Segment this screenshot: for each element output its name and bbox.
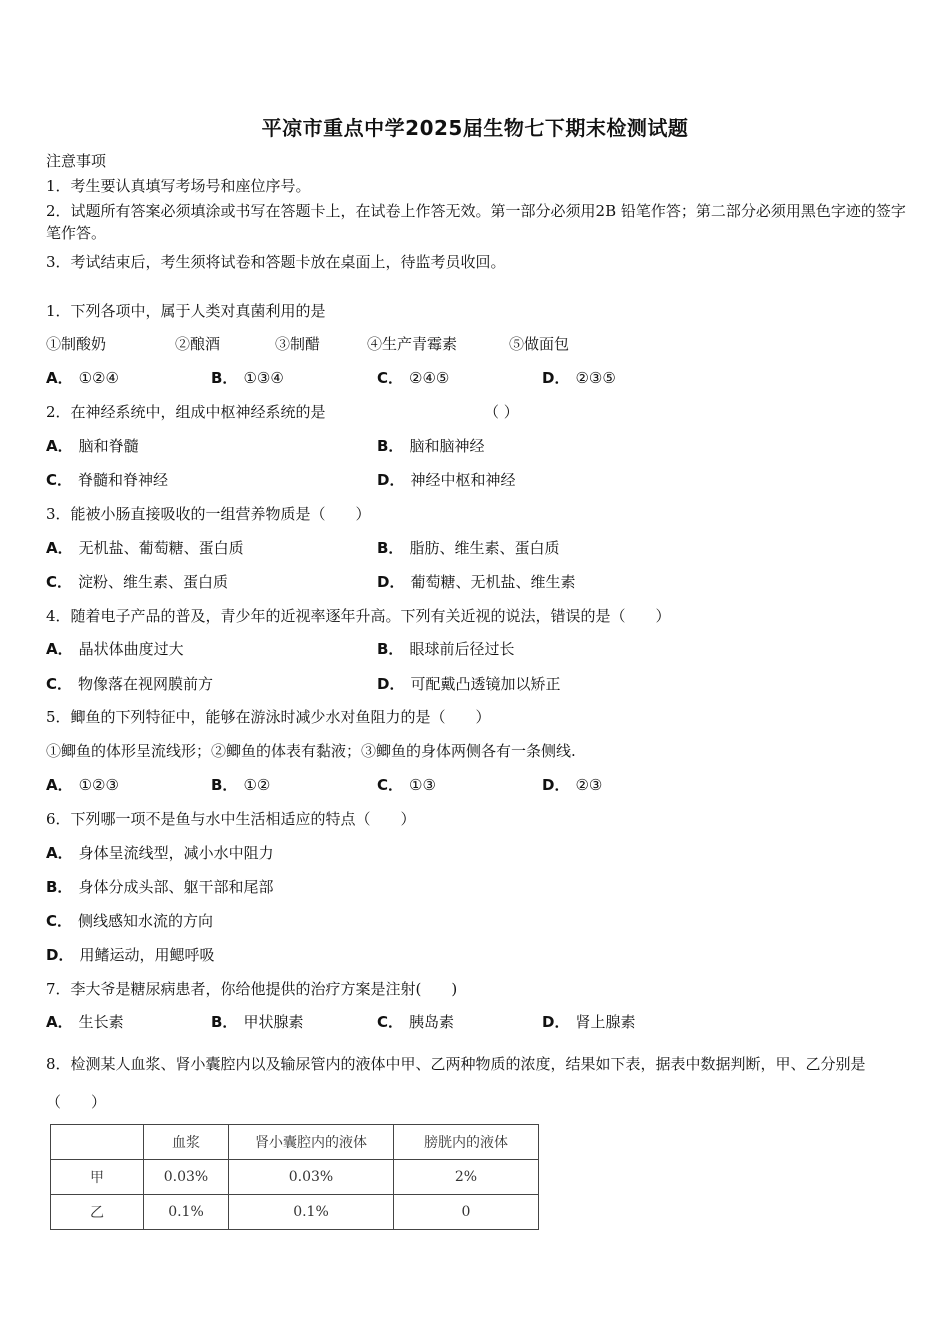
question-item: ④生产青霉素 <box>367 335 458 353</box>
notice-item: 3．考试结束后，考生须将试卷和答题卡放在桌面上，待监考员收回。 <box>46 253 506 271</box>
option-text: 侧线感知水流的方向 <box>78 912 214 930</box>
question-stem: 4．随着电子产品的普及，青少年的近视率逐年升高。下列有关近视的说法，错误的是（ ） <box>46 607 671 625</box>
option-b[interactable] <box>211 774 270 796</box>
option-a[interactable] <box>46 1011 124 1033</box>
option-d[interactable] <box>542 774 602 796</box>
option-text: 神经中枢和神经 <box>410 471 516 489</box>
option-b[interactable] <box>211 367 284 389</box>
option-d[interactable] <box>377 673 560 695</box>
option-text: 身体呈流线型，减小水中阻力 <box>78 844 274 862</box>
option-c[interactable] <box>377 774 436 796</box>
option-key: C． <box>377 369 404 387</box>
option-key: C． <box>46 471 73 489</box>
option-key: D． <box>542 776 570 794</box>
table-header-cell: 血浆 <box>144 1125 229 1160</box>
option-text: 无机盐、葡萄糖、蛋白质 <box>78 539 244 557</box>
question-stem: 1．下列各项中，属于人类对真菌利用的是 <box>46 302 326 320</box>
option-key: C． <box>377 1013 404 1031</box>
option-key: C． <box>46 675 73 693</box>
option-text: 脂肪、维生素、蛋白质 <box>409 539 560 557</box>
option-b[interactable] <box>46 876 273 898</box>
option-a[interactable] <box>46 367 119 389</box>
option-key: D． <box>377 675 405 693</box>
table-row <box>51 1160 539 1195</box>
table-cell: 0 <box>394 1195 539 1230</box>
option-key: B． <box>377 539 404 557</box>
option-c[interactable] <box>46 910 213 932</box>
option-text: 葡萄糖、无机盐、维生素 <box>410 573 576 591</box>
option-key: C． <box>377 776 404 794</box>
option-text: 晶状体曲度过大 <box>78 640 184 658</box>
table-row <box>51 1195 539 1230</box>
option-text: ①③ <box>409 776 436 794</box>
option-text: ①②④ <box>78 369 119 387</box>
option-key: B． <box>46 878 73 896</box>
option-a[interactable] <box>46 638 184 660</box>
option-key: B． <box>377 640 404 658</box>
option-d[interactable] <box>542 1011 635 1033</box>
table-cell: 2% <box>394 1160 539 1195</box>
option-key: A． <box>46 369 73 387</box>
question-item: ⑤做面包 <box>509 335 570 353</box>
option-text: 淀粉、维生素、蛋白质 <box>78 573 229 591</box>
question-stem: 3．能被小肠直接吸收的一组营养物质是（ ） <box>46 505 371 523</box>
table-header-cell: 膀胱内的液体 <box>394 1125 539 1160</box>
table-header-cell: 肾小囊腔内的液体 <box>229 1125 394 1160</box>
question-stem: 6．下列哪一项不是鱼与水中生活相适应的特点（ ） <box>46 810 416 828</box>
option-a[interactable] <box>46 537 244 559</box>
option-a[interactable] <box>46 774 119 796</box>
option-key: D． <box>542 1013 570 1031</box>
question-stem: 2．在神经系统中，组成中枢神经系统的是 <box>46 403 326 421</box>
option-c[interactable] <box>377 1011 454 1033</box>
option-key: B． <box>211 776 238 794</box>
option-c[interactable] <box>377 367 449 389</box>
option-key: A． <box>46 776 73 794</box>
option-c[interactable] <box>46 571 228 593</box>
option-d[interactable] <box>377 469 515 491</box>
option-a[interactable] <box>46 842 274 864</box>
option-key: C． <box>46 573 73 591</box>
table-cell: 乙 <box>51 1195 144 1230</box>
option-text: 生长素 <box>78 1013 124 1031</box>
question-item: ②酿酒 <box>175 335 221 353</box>
option-key: A． <box>46 539 73 557</box>
option-key: A． <box>46 640 73 658</box>
notice-heading: 注意事项 <box>46 152 107 170</box>
data-table <box>50 1124 539 1230</box>
option-text: ①③④ <box>243 369 284 387</box>
option-text: 脊髓和脊神经 <box>78 471 169 489</box>
option-text: 眼球前后径过长 <box>409 640 515 658</box>
option-text: ②④⑤ <box>409 369 450 387</box>
option-d[interactable] <box>542 367 616 389</box>
option-d[interactable] <box>377 571 575 593</box>
option-b[interactable] <box>211 1011 303 1033</box>
table-header-cell <box>51 1125 144 1160</box>
table-cell: 0.03% <box>229 1160 394 1195</box>
option-text: 甲状腺素 <box>243 1013 304 1031</box>
option-b[interactable] <box>377 638 514 660</box>
question-sub: ①鲫鱼的体形呈流线形；②鲫鱼的体表有黏液；③鲫鱼的身体两侧各有一条侧线. <box>46 742 576 760</box>
option-text: 脑和脑神经 <box>409 437 485 455</box>
option-key: D． <box>377 573 405 591</box>
option-b[interactable] <box>377 435 484 457</box>
option-key: B． <box>211 369 238 387</box>
table-header-row <box>51 1125 539 1160</box>
option-text: 可配戴凸透镜加以矫正 <box>410 675 561 693</box>
option-key: D． <box>542 369 570 387</box>
table-cell: 0.03% <box>144 1160 229 1195</box>
option-text: 胰岛素 <box>409 1013 455 1031</box>
option-text: ①②③ <box>78 776 119 794</box>
table-cell: 甲 <box>51 1160 144 1195</box>
option-text: 用鳍运动，用鳃呼吸 <box>79 946 215 964</box>
option-key: D． <box>46 946 74 964</box>
option-key: C． <box>46 912 73 930</box>
answer-paren: （ ） <box>484 403 519 421</box>
table-cell: 0.1% <box>144 1195 229 1230</box>
option-b[interactable] <box>377 537 559 559</box>
option-text: 物像落在视网膜前方 <box>78 675 214 693</box>
question-item: ①制酸奶 <box>46 335 107 353</box>
option-text: ②③⑤ <box>575 369 616 387</box>
option-key: A． <box>46 1013 73 1031</box>
option-key: D． <box>377 471 405 489</box>
option-text: ①② <box>243 776 271 794</box>
page-title: 平凉市重点中学2025届生物七下期末检测试题 <box>261 116 689 140</box>
notice-item: 2．试题所有答案必须填涂或书写在答题卡上，在试卷上作答无效。第一部分必须用2B 铅笔作答；第二部分必须用黑色字迹的签字笔作答。 <box>46 202 906 242</box>
option-text: 身体分成头部、躯干部和尾部 <box>78 878 274 896</box>
option-key: A． <box>46 437 73 455</box>
option-text: 肾上腺素 <box>575 1013 636 1031</box>
option-c[interactable] <box>46 469 168 491</box>
option-text: ②③ <box>575 776 603 794</box>
question-item: ③制醋 <box>275 335 321 353</box>
option-key: B． <box>211 1013 238 1031</box>
notice-item: 1．考生要认真填写考场号和座位序号。 <box>46 177 311 195</box>
option-key: B． <box>377 437 404 455</box>
question-stem: 8．检测某人血浆、肾小囊腔内以及输尿管内的液体中甲、乙两种物质的浓度，结果如下表，据表中数据判断，甲、乙分别是（ ） <box>46 1055 866 1111</box>
option-text: 脑和脊髓 <box>78 437 139 455</box>
question-stem: 5．鲫鱼的下列特征中，能够在游泳时减少水对鱼阻力的是（ ） <box>46 708 491 726</box>
table-cell: 0.1% <box>229 1195 394 1230</box>
option-key: A． <box>46 844 73 862</box>
question-stem: 7．李大爷是糖尿病患者，你给他提供的治疗方案是注射( ) <box>46 980 458 998</box>
option-a[interactable] <box>46 435 139 457</box>
option-c[interactable] <box>46 673 213 695</box>
option-d[interactable] <box>46 944 214 966</box>
